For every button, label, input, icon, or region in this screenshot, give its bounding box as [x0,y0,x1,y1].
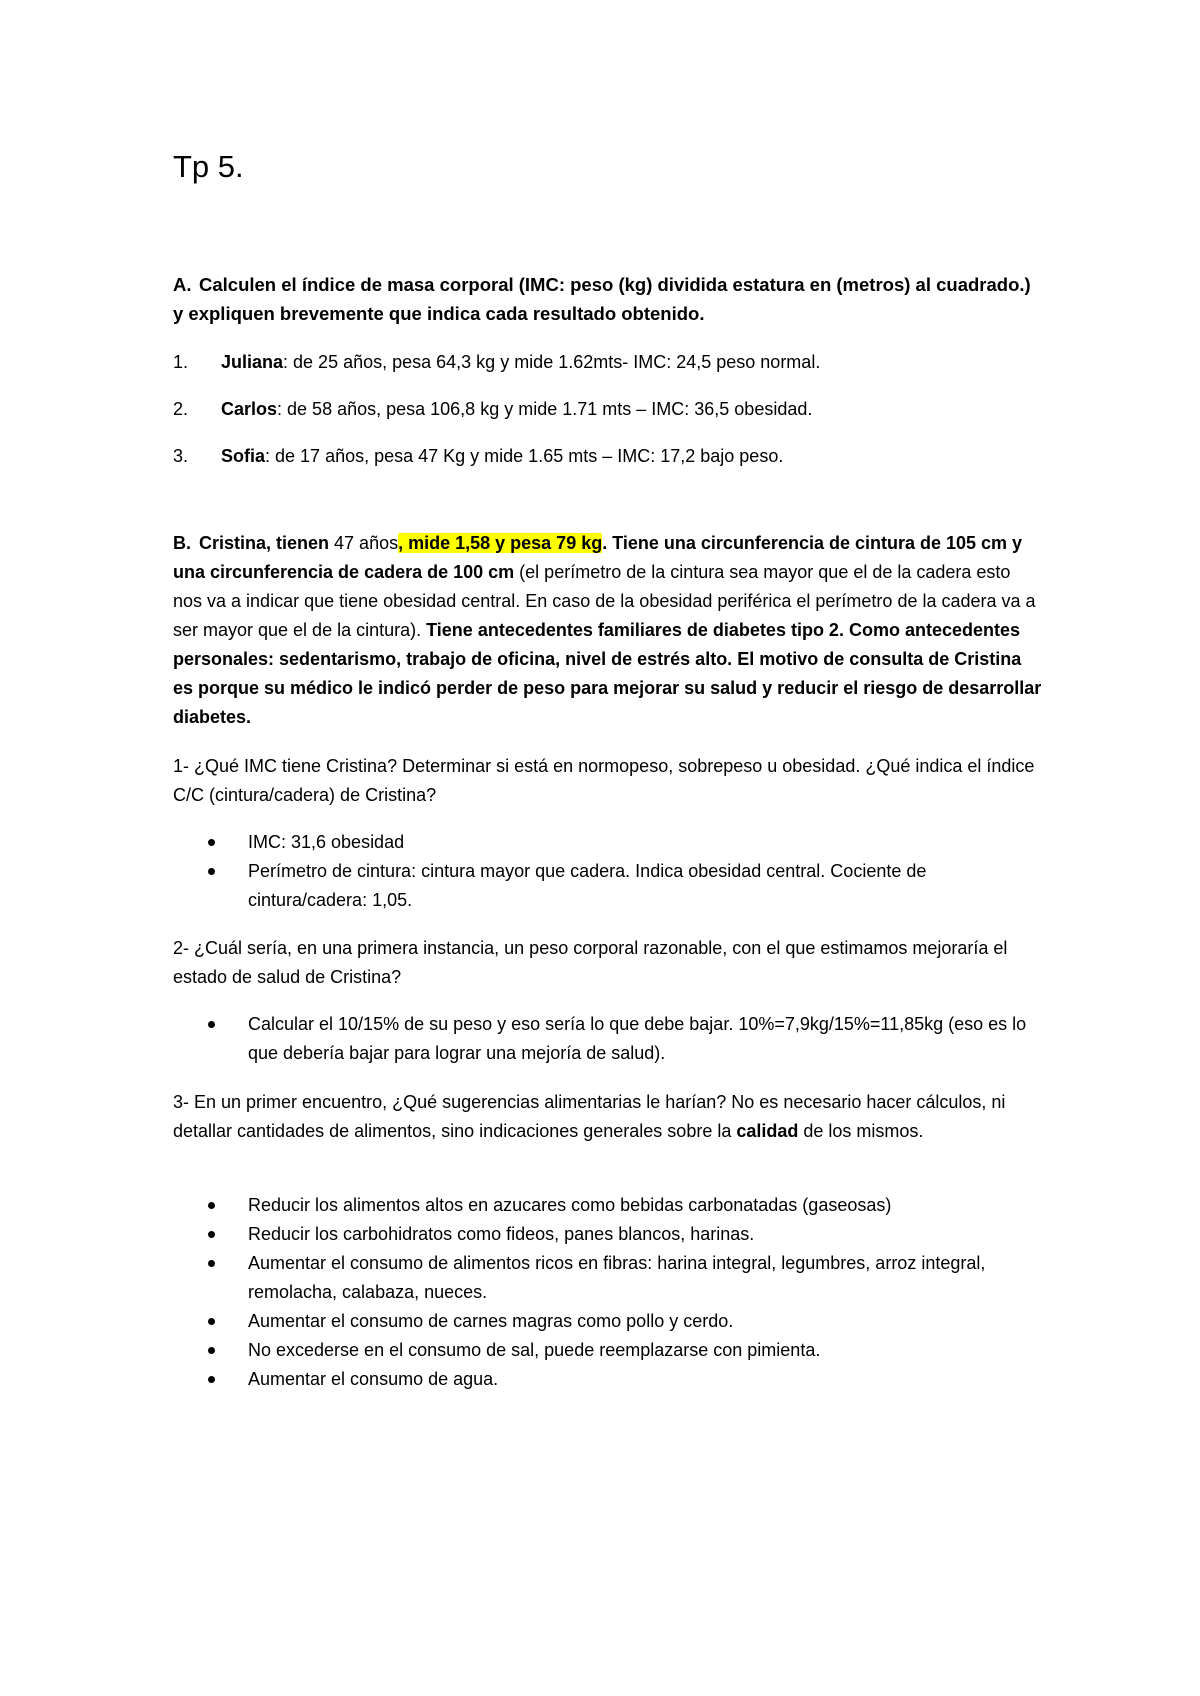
list-item [248,1365,1043,1394]
section-b-letter: B. [173,533,191,553]
section-a-letter: A. [173,274,192,295]
item-number: 2. [173,399,189,419]
section-a-text: Calculen el índice de masa corporal (IMC: peso (kg) dividida estatura en (metros) al cuadrado.) y expliquen brevemente que indica cada resultado obtenido. [173,274,1031,324]
bullet-icon [208,868,215,875]
item-number: 1. [173,352,189,372]
item-name: Juliana [221,352,284,372]
bullet-icon [208,1347,215,1354]
list-item [173,348,1043,377]
bullet-icon [208,1231,215,1238]
question-bold-text: calidad [736,1121,799,1141]
answer-text: Reducir los carbohidratos como fideos, panes blancos, harinas. [248,1224,755,1244]
bullet-icon [208,839,215,846]
item-number: 3. [173,446,189,466]
intro-bold-text: Cristina, tienen [199,533,335,553]
section-b-intro [173,529,1043,732]
question-1-answers [248,828,1043,915]
list-item [248,1307,1043,1336]
bullet-icon [208,1202,215,1209]
item-name: Sofia [221,446,266,466]
answer-text: Reducir los alimentos altos en azucares como bebidas carbonatadas (gaseosas) [248,1195,892,1215]
question-2-answers [248,1010,1043,1068]
bullet-icon [208,1021,215,1028]
bullet-icon [208,1376,215,1383]
item-text: : de 17 años, pesa 47 Kg y mide 1.65 mts – IMC: 17,2 bajo peso. [265,446,784,466]
bullet-icon [208,1318,215,1325]
list-item [248,1010,1043,1068]
answer-text: Perímetro de cintura: cintura mayor que cadera. Indica obesidad central. Cociente de cintura/cadera: 1,05. [248,861,927,910]
answer-text: Calcular el 10/15% de su peso y eso sería lo que debe bajar. 10%=7,9kg/15%=11,85kg (eso es lo que debería bajar para lograr una mejoría de salud). [248,1014,1027,1063]
question-text: de los mismos. [798,1121,924,1141]
section-a-prompt [173,270,1043,328]
question-3 [173,1088,1043,1146]
list-item [248,828,1043,857]
question-3-answers [248,1191,1043,1394]
intro-bold-text: . Tiene una circunferencia de cintura de 105 cm y una circunferencia de cadera de 100 cm [173,533,1023,582]
answer-text: Aumentar el consumo de alimentos ricos en fibras: harina integral, legumbres, arroz integral, remolacha, calabaza, nueces. [248,1253,986,1302]
intro-bold-text: Tiene antecedentes familiares de diabetes tipo 2. Como antecedentes personales: sedentarismo, trabajo de oficina, nivel de estrés alto. El motivo de consulta de Cristina es porque su médico le indicó perder de peso para mejorar su salud y reducir el riesgo de desarrollar diabetes. [173,620,1042,727]
item-text: : de 58 años, pesa 106,8 kg y mide 1.71 mts – IMC: 36,5 obesidad. [277,399,813,419]
bullet-icon [208,1260,215,1267]
question-text: 3- En un primer encuentro, ¿Qué sugerencias alimentarias le harían? No es necesario hacer cálculos, ni detallar cantidades de alimentos, sino indicaciones generales sobre la [173,1092,1006,1141]
list-item [173,395,1043,424]
question-1: 1- ¿Qué IMC tiene Cristina? Determinar si está en normopeso, sobrepeso u obesidad. ¿Qué indica el índice C/C (cintura/cadera) de Cristina? [173,756,1035,805]
item-name: Carlos [221,399,278,419]
intro-text: 47 años [334,533,399,553]
list-item [173,442,1043,471]
answer-text: No excederse en el consumo de sal, puede reemplazarse con pimienta. [248,1340,821,1360]
intro-text: (el perímetro de la cintura sea mayor que el de la cadera esto nos va a indicar que tiene obesidad central. En caso de la obesidad periférica el perímetro de la cadera va a ser mayor que el de la cintura). [173,562,1036,640]
answer-text: Aumentar el consumo de agua. [248,1369,499,1389]
answer-text: IMC: 31,6 obesidad [248,832,405,852]
list-item [248,1336,1043,1365]
highlighted-text: , mide 1,58 y pesa 79 kg [398,533,603,553]
item-text: : de 25 años, pesa 64,3 kg y mide 1.62mts- IMC: 24,5 peso normal. [283,352,821,372]
list-item [248,1220,1043,1249]
page-title: Tp 5. [173,149,244,184]
list-item [248,857,1043,915]
list-item [248,1191,1043,1220]
list-item [248,1249,1043,1307]
answer-text: Aumentar el consumo de carnes magras como pollo y cerdo. [248,1311,734,1331]
question-2: 2- ¿Cuál sería, en una primera instancia, un peso corporal razonable, con el que estimamos mejoraría el estado de salud de Cristina? [173,938,1008,987]
